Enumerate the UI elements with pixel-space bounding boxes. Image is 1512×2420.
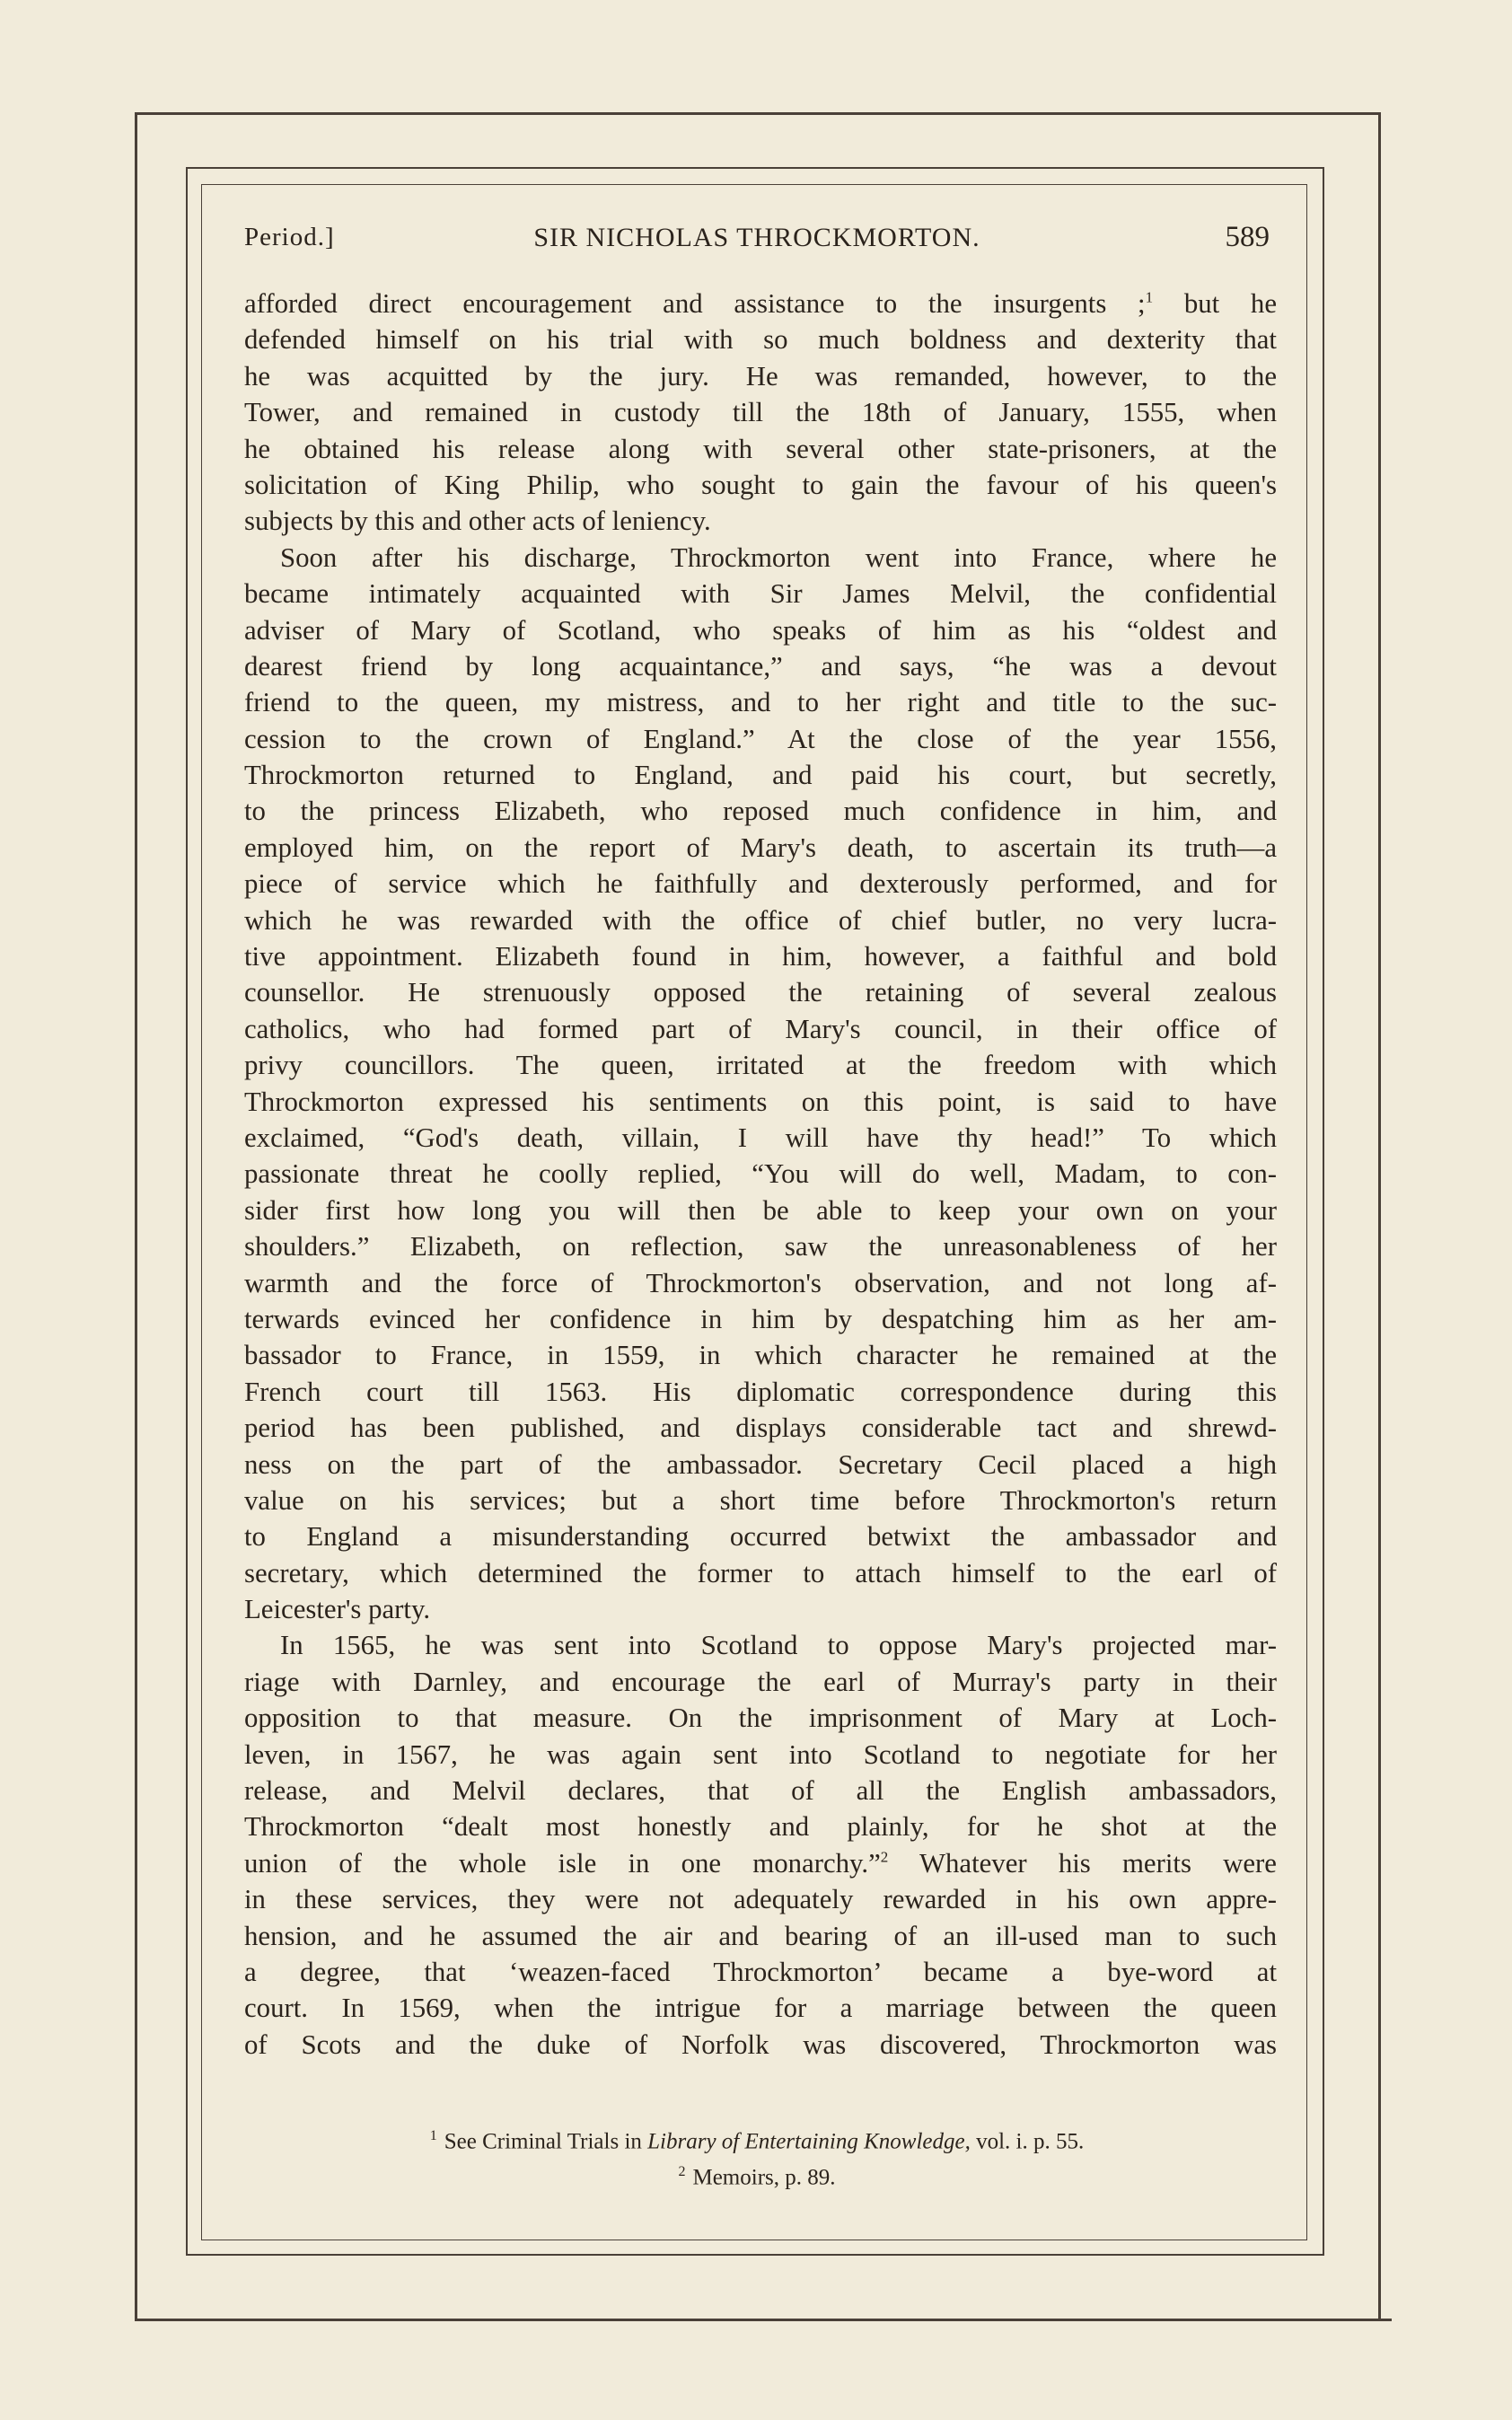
footnote bbox=[244, 2121, 1270, 2157]
text-line-content: catholics, who had formed part of Mary's council, in their office of bbox=[244, 1013, 1277, 1044]
text-line bbox=[244, 793, 1277, 829]
text-line-content: subjects by this and other acts of leniency. bbox=[244, 506, 711, 537]
text-line bbox=[244, 721, 1277, 757]
text-line bbox=[244, 1047, 1277, 1083]
text-line bbox=[244, 1084, 1277, 1120]
footnote-text: See Criminal Trials in bbox=[444, 2129, 648, 2154]
text-line-content: friend to the queen, my mistress, and to her right and title to the suc- bbox=[244, 687, 1277, 718]
text-line bbox=[244, 902, 1277, 938]
footnote-suffix: vol. i. p. 55. bbox=[970, 2129, 1085, 2154]
text-line-content: sider first how long you will then be able to keep your own on your bbox=[244, 1194, 1277, 1226]
text-line-content: court. In 1569, when the intrigue for a marriage between the queen bbox=[244, 1993, 1277, 2024]
text-line bbox=[244, 1301, 1277, 1337]
text-line bbox=[244, 286, 1277, 321]
text-line bbox=[244, 684, 1277, 720]
text-line bbox=[244, 1555, 1277, 1591]
text-line-content: Leicester's party. bbox=[244, 1594, 431, 1625]
footnote-ref: 1 bbox=[1145, 288, 1154, 306]
text-line-content: opposition to that measure. On the imprisonment of Mary at Loch- bbox=[244, 1703, 1277, 1734]
outer-frame-right bbox=[1378, 112, 1381, 2321]
text-line-continuation: Whatever his merits were bbox=[888, 1847, 1277, 1879]
text-line-continuation: but he bbox=[1153, 288, 1277, 319]
text-line-content: defended himself on his trial with so much boldness and dexterity that bbox=[244, 324, 1277, 356]
text-line-content: value on his services; but a short time before Throckmorton's return bbox=[244, 1484, 1277, 1516]
text-line bbox=[244, 2027, 1277, 2063]
text-line bbox=[244, 1737, 1277, 1773]
text-line bbox=[244, 1700, 1277, 1736]
text-frame-right bbox=[1306, 184, 1307, 2240]
text-line bbox=[244, 1990, 1277, 2026]
inner-frame-right bbox=[1323, 167, 1324, 2256]
text-line-content: riage with Darnley, and encourage the earl of Murray's party in their bbox=[244, 1666, 1277, 1697]
text-frame-left bbox=[201, 184, 202, 2240]
text-line-content: bassador to France, in 1559, in which character he remained at the bbox=[244, 1340, 1277, 1371]
text-line-content: in these services, they were not adequately rewarded in his own appre- bbox=[244, 1884, 1277, 1915]
text-line bbox=[244, 431, 1277, 467]
text-line-content: period has been published, and displays considerable tact and shrewd- bbox=[244, 1412, 1277, 1444]
text-line-content: to England a misunderstanding occurred betwixt the ambassador and bbox=[244, 1521, 1277, 1553]
text-line bbox=[244, 1120, 1277, 1156]
text-line-content: Soon after his discharge, Throckmorton went into France, where he bbox=[280, 541, 1277, 573]
text-line bbox=[244, 648, 1277, 684]
text-line bbox=[244, 576, 1277, 612]
text-line-content: he was acquitted by the jury. He was remanded, however, to the bbox=[244, 360, 1277, 392]
text-line-content: passionate threat he coolly replied, “You will do well, Madam, to con- bbox=[244, 1158, 1277, 1190]
text-line-content: dearest friend by long acquaintance,” and says, “he was a devout bbox=[244, 650, 1277, 682]
footnote-text: Memoirs, p. 89. bbox=[692, 2165, 836, 2190]
text-line-content: Throckmorton expressed his sentiments on this point, is said to have bbox=[244, 1086, 1277, 1117]
outer-frame-left bbox=[135, 112, 137, 2321]
text-line bbox=[244, 540, 1277, 576]
text-line-content: Throckmorton returned to England, and paid his court, but secretly, bbox=[244, 760, 1277, 791]
text-line-content: solicitation of King Philip, who sought to gain the favour of his queen's bbox=[244, 469, 1277, 500]
page-number: 589 bbox=[1225, 221, 1270, 253]
text-line bbox=[244, 1337, 1277, 1373]
text-line-content: of Scots and the duke of Norfolk was discovered, Throckmorton was bbox=[244, 2028, 1277, 2060]
text-line-content: to the princess Elizabeth, who reposed much confidence in him, and bbox=[244, 796, 1277, 827]
text-line bbox=[244, 394, 1277, 430]
running-header bbox=[244, 223, 1270, 259]
footnote-ref: 2 bbox=[880, 1848, 889, 1866]
footnote-mark: 2 bbox=[678, 2164, 686, 2180]
text-line bbox=[244, 1483, 1277, 1518]
text-line-content: release, and Melvil declares, that of all the English ambassadors, bbox=[244, 1775, 1277, 1807]
text-line-content: which he was rewarded with the office of chief butler, no very lucra- bbox=[244, 904, 1277, 936]
text-line-content: terwards evinced her confidence in him by despatching him as her am- bbox=[244, 1303, 1277, 1334]
text-line bbox=[244, 612, 1277, 648]
inner-frame-bottom bbox=[186, 2254, 1324, 2256]
text-line-content: privy councillors. The queen, irritated at the freedom with which bbox=[244, 1050, 1277, 1081]
text-line bbox=[244, 1447, 1277, 1483]
text-line bbox=[244, 1265, 1277, 1301]
text-line-content: leven, in 1567, he was again sent into Scotland to negotiate for her bbox=[244, 1738, 1277, 1770]
text-line-content: exclaimed, “God's death, villain, I will have thy head!” To which bbox=[244, 1122, 1277, 1153]
text-line-content: hension, and he assumed the air and bearing of an ill-used man to such bbox=[244, 1920, 1277, 1951]
inner-frame-top bbox=[186, 167, 1324, 169]
text-line-content: afforded direct encouragement and assistance to the insurgents ; bbox=[244, 288, 1146, 319]
text-line-content: tive appointment. Elizabeth found in him, however, a faithful and bold bbox=[244, 941, 1277, 972]
text-line bbox=[244, 1374, 1277, 1410]
text-line bbox=[244, 321, 1277, 357]
text-line bbox=[244, 974, 1277, 1010]
footnotes bbox=[244, 2121, 1270, 2194]
footnote bbox=[244, 2157, 1270, 2193]
text-line-content: secretary, which determined the former to attach himself to the earl of bbox=[244, 1557, 1277, 1588]
header-period: Period.] bbox=[244, 223, 335, 251]
text-line bbox=[244, 757, 1277, 793]
body-text bbox=[244, 286, 1277, 2063]
text-frame-top bbox=[201, 184, 1307, 185]
text-line-content: Tower, and remained in custody till the 18th of January, 1555, when bbox=[244, 397, 1277, 428]
text-line-content: counsellor. He strenuously opposed the retaining of several zealous bbox=[244, 977, 1277, 1008]
text-line bbox=[244, 1845, 1277, 1881]
text-line bbox=[244, 1881, 1277, 1917]
text-line-content: Throckmorton “dealt most honestly and plainly, for he shot at the bbox=[244, 1811, 1277, 1843]
text-line bbox=[244, 1773, 1277, 1808]
text-line-content: French court till 1563. His diplomatic correspondence during this bbox=[244, 1376, 1277, 1407]
inner-frame-left bbox=[186, 167, 188, 2256]
text-line bbox=[244, 1410, 1277, 1446]
text-line bbox=[244, 1591, 1277, 1627]
text-line bbox=[244, 1954, 1277, 1990]
text-line bbox=[244, 1228, 1277, 1264]
text-line-content: piece of service which he faithfully and dexterously performed, and for bbox=[244, 868, 1277, 900]
outer-frame-bottom bbox=[135, 2319, 1392, 2321]
text-line bbox=[244, 1918, 1277, 1954]
text-line-content: a degree, that ‘weazen-faced Throckmorton’ became a bye-word at bbox=[244, 1956, 1277, 1987]
text-line bbox=[244, 1518, 1277, 1554]
footnote-mark: 1 bbox=[429, 2128, 437, 2143]
text-line bbox=[244, 1011, 1277, 1047]
outer-frame-top bbox=[135, 112, 1381, 115]
text-line bbox=[244, 1192, 1277, 1228]
text-line-content: became intimately acquainted with Sir James Melvil, the confidential bbox=[244, 578, 1277, 610]
text-line-content: employed him, on the report of Mary's death, to ascertain its truth—a bbox=[244, 832, 1277, 863]
footnote-title: Library of Entertaining Knowledge, bbox=[647, 2129, 971, 2154]
text-line-content: he obtained his release along with several other state-prisoners, at the bbox=[244, 433, 1277, 464]
text-line-content: warmth and the force of Throckmorton's observation, and not long af- bbox=[244, 1267, 1277, 1298]
header-title: SIR NICHOLAS THROCKMORTON. bbox=[533, 223, 980, 252]
text-line-content: In 1565, he was sent into Scotland to oppose Mary's projected mar- bbox=[280, 1630, 1277, 1661]
text-line bbox=[244, 1664, 1277, 1700]
text-line bbox=[244, 1627, 1277, 1663]
text-line bbox=[244, 503, 1277, 539]
text-line bbox=[244, 358, 1277, 394]
text-line bbox=[244, 1156, 1277, 1192]
text-line bbox=[244, 938, 1277, 974]
text-line bbox=[244, 866, 1277, 902]
text-line-content: ness on the part of the ambassador. Secretary Cecil placed a high bbox=[244, 1448, 1277, 1480]
text-line-content: adviser of Mary of Scotland, who speaks of him as his “oldest and bbox=[244, 614, 1277, 646]
text-line-content: shoulders.” Elizabeth, on reflection, saw the unreasonableness of her bbox=[244, 1231, 1277, 1263]
text-line bbox=[244, 830, 1277, 866]
text-line-content: union of the whole isle in one monarchy.” bbox=[244, 1847, 881, 1879]
text-line bbox=[244, 467, 1277, 503]
text-line-content: cession to the crown of England.” At the close of the year 1556, bbox=[244, 723, 1277, 754]
text-line bbox=[244, 1808, 1277, 1844]
